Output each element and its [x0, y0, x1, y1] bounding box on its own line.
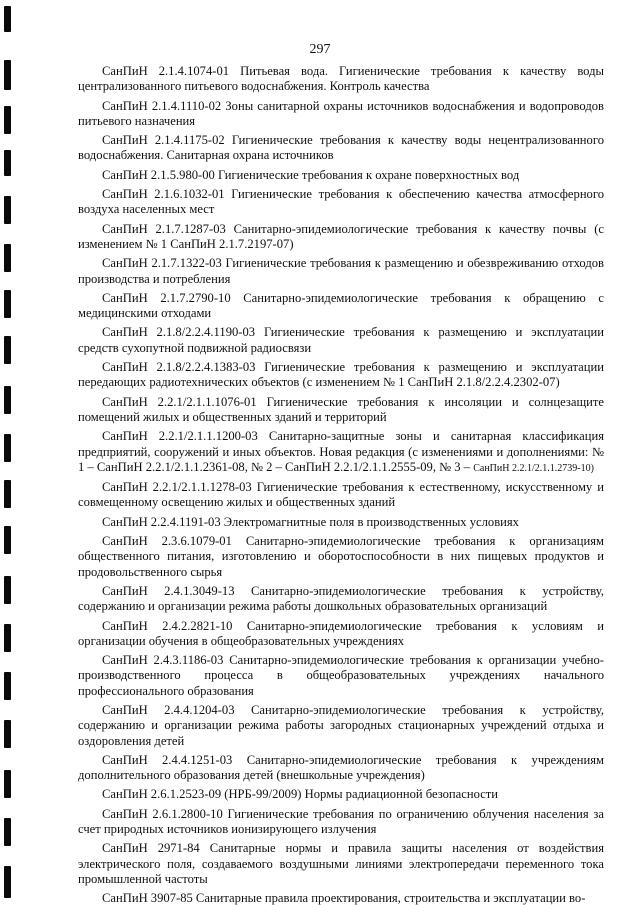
binding-mark [4, 672, 11, 700]
binding-mark [4, 150, 11, 176]
binding-mark [4, 526, 11, 554]
list-item: СанПиН 2.4.2.2821-10 Санитарно-эпидемиологические требования к условиям и организации обучения в общеобразовательных учреждениях [78, 618, 604, 648]
list-item: СанПиН 2.1.4.1110-02 Зоны санитарной охраны источников водоснабжения и водопроводов питьевого назначения [78, 98, 604, 128]
list-item: СанПиН 3907-85 Санитарные правила проектирования, строительства и эксплуатации во- [102, 891, 586, 905]
binding-mark [4, 336, 11, 364]
list-item: СанПиН 2.1.8/2.2.4.1383-03 Гигиенические требования к размещению и эксплуатации передающих радиотехнических объектов (с изменением № 1 СанПиН 2.1.8/2.2.4.2302-07) [78, 360, 604, 390]
list-item-text: СанПиН 2.2.1/2.1.1.1200-03 Санитарно-защитные зоны и санитарная классификация предприятий, сооружений и иных объектов. Новая редакция (с изменениями и дополнениями: № 1 – СанПиН 2.2.1/2.1.1.2361-08, № 2 – СанПиН 2.2.1/2.1.1.2555-09, № 3 – [78, 429, 604, 474]
document-body [78, 64, 604, 905]
list-item: СанПиН 2.6.1.2800-10 Гигиенические требования по ограничению облучения населения за счет природных источников ионизирующего излучения [78, 806, 604, 837]
binding-mark [4, 480, 11, 508]
list-item: СанПиН 2.1.4.1175-02 Гигиенические требования к качеству воды нецентрализованного водоснабжения. Санитарная охрана источников [78, 133, 604, 163]
binding-mark [4, 196, 11, 224]
list-item: СанПиН 2.1.5.980-00 Гигиенические требования к охране поверхностных вод [102, 167, 520, 182]
binding-mark [4, 106, 11, 134]
binding-mark [4, 244, 11, 272]
list-item: СанПиН 2.4.4.1251-03 Санитарно-эпидемиологические требования к учреждениям дополнительного образования детей (внешкольные учреждения) [78, 752, 604, 783]
list-item: СанПиН 2.1.6.1032-01 Гигиенические требования к обеспечению качества атмосферного воздуха населенных мест [78, 187, 604, 217]
binding-mark [4, 624, 11, 652]
list-item: СанПиН 2.1.4.1074-01 Питьевая вода. Гигиенические требования к качеству воды централизованного питьевого водоснабжения. Контроль качества [78, 64, 604, 94]
list-item [78, 429, 604, 476]
list-item: СанПиН 2.1.8/2.2.4.1190-03 Гигиенические требования к размещению и эксплуатации средств сухопутной подвижной радиосвязи [78, 325, 604, 355]
list-item: СанПиН 2.4.4.1204-03 Санитарно-эпидемиологические требования к устройству, содержанию и организации режима работы загородных стационарных учреждений отдыха и оздоровления детей [78, 702, 604, 748]
page-number: 297 [309, 42, 331, 57]
binding-mark [4, 6, 11, 32]
list-item: СанПиН 2.1.7.2790-10 Санитарно-эпидемиологические требования к обращению с медицинскими отходами [78, 290, 604, 321]
list-item: СанПиН 2971-84 Санитарные нормы и правила защиты населения от воздействия электрического поля, создаваемого воздушными линиями электропередачи переменного тока промышленной частоты [78, 841, 604, 886]
binding-mark [4, 60, 11, 90]
binding-marks [2, 0, 12, 905]
list-item: СанПиН 2.3.6.1079-01 Санитарно-эпидемиологические требования к организациям общественного питания, изготовлению и оборотоспособности в них пищевых продуктов и продовольственного сырья [78, 534, 604, 579]
binding-mark [4, 866, 11, 898]
binding-mark [4, 818, 11, 846]
list-item: СанПиН 2.4.1.3049-13 Санитарно-эпидемиологические требования к устройству, содержанию и организации режима работы дошкольных образовательных организаций [78, 583, 604, 614]
list-item: СанПиН 2.4.3.1186-03 Санитарно-эпидемиологические требования к организации учебно-производственного процесса в общеобразовательных учреждениях начального профессионального образования [78, 653, 604, 698]
binding-mark [4, 720, 11, 748]
binding-mark [4, 290, 11, 318]
list-item: СанПиН 2.1.7.1322-03 Гигиенические требования к размещению и обезвреживанию отходов производства и потребления [78, 256, 604, 286]
list-item-small-text: СанПиН 2.2.1/2.1.1.2739-10) [473, 462, 594, 474]
binding-mark [4, 434, 11, 462]
binding-mark [4, 770, 11, 798]
list-item: СанПиН 2.1.7.1287-03 Санитарно-эпидемиологические требования к качеству почвы (с изменением № 1 СанПиН 2.1.7.2197-07) [78, 221, 604, 251]
binding-mark [4, 576, 11, 604]
binding-mark [4, 386, 11, 414]
list-item: СанПиН 2.2.1/2.1.1.1076-01 Гигиенические требования к инсоляции и солнцезащите помещений жилых и общественных зданий и территорий [78, 394, 604, 424]
list-item: СанПиН 2.2.4.1191-03 Электромагнитные поля в производственных условиях [102, 514, 519, 529]
list-item: СанПиН 2.6.1.2523-09 (НРБ-99/2009) Нормы радиационной безопасности [102, 787, 499, 802]
list-item: СанПиН 2.2.1/2.1.1.1278-03 Гигиенические требования к естественному, искусственному и совмещенному освещению жилых и общественных зданий [78, 480, 604, 510]
